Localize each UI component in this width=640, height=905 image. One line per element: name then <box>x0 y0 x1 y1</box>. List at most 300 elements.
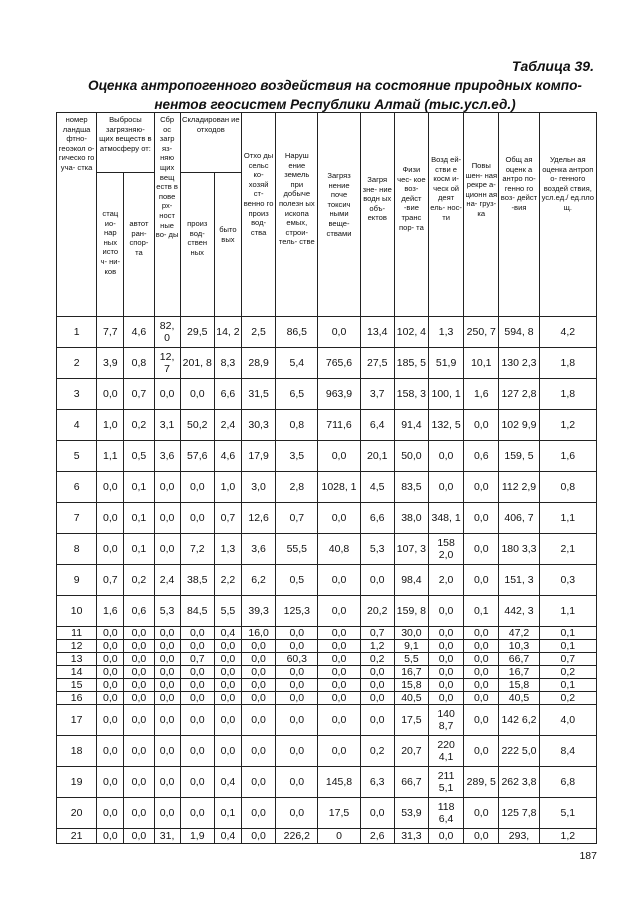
table-cell: 38,5 <box>180 565 214 596</box>
row-number-cell: 17 <box>57 705 97 736</box>
table-cell: 0,0 <box>429 627 464 640</box>
table-cell: 30,3 <box>242 410 276 441</box>
header-total-assessment: Общ ая оценк а антро по- генно го воз- дейст -вия <box>499 113 539 317</box>
table-cell: 8,3 <box>214 348 241 379</box>
table-cell: 2,8 <box>276 472 318 503</box>
row-number-cell: 7 <box>57 503 97 534</box>
table-cell: 39,3 <box>242 596 276 627</box>
table-cell: 1,1 <box>97 441 124 472</box>
table-row <box>57 534 597 565</box>
table-cell: 16,7 <box>394 666 428 679</box>
row-number-cell: 15 <box>57 679 97 692</box>
table-row <box>57 410 597 441</box>
table-row <box>57 640 597 653</box>
table-cell: 1,3 <box>429 317 464 348</box>
table-cell: 0,0 <box>154 767 180 798</box>
table-cell: 0,0 <box>97 692 124 705</box>
table-cell: 0,0 <box>97 653 124 666</box>
table-cell: 0,0 <box>180 798 214 829</box>
table-cell: 132, 5 <box>429 410 464 441</box>
header-waste-storage: Складирован ие отходов <box>180 113 241 173</box>
table-cell: 0,0 <box>97 640 124 653</box>
table-cell: 31, <box>154 829 180 844</box>
table-cell: 0,7 <box>97 565 124 596</box>
table-cell: 0,0 <box>97 379 124 410</box>
table-row <box>57 627 597 640</box>
row-number-cell: 4 <box>57 410 97 441</box>
table-cell: 0,0 <box>124 798 154 829</box>
table-cell: 0,0 <box>318 640 360 653</box>
table-cell: 13,4 <box>360 317 394 348</box>
table-cell: 127 2,8 <box>499 379 539 410</box>
table-cell: 0,0 <box>464 692 499 705</box>
table-cell: 0,0 <box>124 829 154 844</box>
table-row <box>57 503 597 534</box>
table-cell: 0,8 <box>539 472 596 503</box>
table-cell: 0,0 <box>154 627 180 640</box>
table-cell: 50,2 <box>180 410 214 441</box>
table-cell: 38,0 <box>394 503 428 534</box>
table-cell: 963,9 <box>318 379 360 410</box>
row-number-cell: 12 <box>57 640 97 653</box>
table-cell: 0,0 <box>124 767 154 798</box>
header-agri-waste: Отхо ды сельс ко- хозяй ст- венно го произ вод- ства <box>242 113 276 317</box>
table-cell: 55,5 <box>276 534 318 565</box>
table-cell: 3,5 <box>276 441 318 472</box>
table-cell: 0,0 <box>464 534 499 565</box>
table-cell: 0,0 <box>464 503 499 534</box>
row-number-cell: 16 <box>57 692 97 705</box>
table-row <box>57 565 597 596</box>
table-cell: 0,0 <box>180 666 214 679</box>
row-number-cell: 1 <box>57 317 97 348</box>
table-cell: 1028, 1 <box>318 472 360 503</box>
table-cell: 0,0 <box>464 627 499 640</box>
table-cell: 0,0 <box>97 472 124 503</box>
table-cell: 0,0 <box>276 640 318 653</box>
table-cell: 0,0 <box>180 379 214 410</box>
table-cell: 220 4,1 <box>429 736 464 767</box>
table-cell: 51,9 <box>429 348 464 379</box>
table-cell: 0,0 <box>154 503 180 534</box>
table-cell: 130 2,3 <box>499 348 539 379</box>
table-cell: 40,5 <box>499 692 539 705</box>
table-cell: 0,0 <box>276 705 318 736</box>
table-cell: 0,4 <box>214 627 241 640</box>
table-cell: 0,0 <box>214 692 241 705</box>
table-cell: 100, 1 <box>429 379 464 410</box>
table-cell: 0,2 <box>124 410 154 441</box>
table-cell: 7,7 <box>97 317 124 348</box>
table-cell: 594, 8 <box>499 317 539 348</box>
table-cell: 9,1 <box>394 640 428 653</box>
table-cell: 2,4 <box>154 565 180 596</box>
table-cell: 0,0 <box>429 692 464 705</box>
row-number-cell: 20 <box>57 798 97 829</box>
table-cell: 0,0 <box>318 653 360 666</box>
table-cell: 84,5 <box>180 596 214 627</box>
table-cell: 20,2 <box>360 596 394 627</box>
table-cell: 12, 7 <box>154 348 180 379</box>
header-vehicle-transport: автот ран- спор- та <box>124 173 154 317</box>
table-cell: 0,0 <box>276 627 318 640</box>
table-cell: 0,0 <box>464 653 499 666</box>
table-cell: 5,5 <box>214 596 241 627</box>
table-cell: 0,0 <box>429 829 464 844</box>
table-cell: 0,0 <box>318 692 360 705</box>
table-cell: 711,6 <box>318 410 360 441</box>
table-cell: 0,0 <box>124 666 154 679</box>
table-cell: 0,0 <box>154 379 180 410</box>
table-cell: 118 6,4 <box>429 798 464 829</box>
table-row <box>57 441 597 472</box>
table-cell: 250, 7 <box>464 317 499 348</box>
table-cell: 12,6 <box>242 503 276 534</box>
table-cell: 0,0 <box>318 627 360 640</box>
table-cell: 0,5 <box>124 441 154 472</box>
table-cell: 0,2 <box>539 666 596 679</box>
table-cell: 222 5,0 <box>499 736 539 767</box>
table-cell: 2,2 <box>214 565 241 596</box>
table-cell: 0,1 <box>124 534 154 565</box>
table-cell: 158, 3 <box>394 379 428 410</box>
table-cell: 0,0 <box>429 653 464 666</box>
table-cell: 0,0 <box>318 666 360 679</box>
table-row <box>57 317 597 348</box>
table-cell: 6,6 <box>214 379 241 410</box>
table-cell: 2,6 <box>360 829 394 844</box>
table-cell: 0,0 <box>180 705 214 736</box>
table-cell: 1,1 <box>539 503 596 534</box>
table-cell: 0,1 <box>124 472 154 503</box>
table-cell: 0,0 <box>214 736 241 767</box>
row-number-cell: 2 <box>57 348 97 379</box>
table-cell: 0,0 <box>180 472 214 503</box>
table-cell: 40,8 <box>318 534 360 565</box>
table-cell: 0,0 <box>464 640 499 653</box>
table-cell: 2,0 <box>429 565 464 596</box>
table-cell: 0,0 <box>154 472 180 503</box>
table-cell: 0,4 <box>214 767 241 798</box>
table-cell: 0,0 <box>464 736 499 767</box>
table-cell: 0,0 <box>464 472 499 503</box>
table-cell: 0,0 <box>180 767 214 798</box>
table-cell: 125 7,8 <box>499 798 539 829</box>
table-cell: 0,0 <box>180 692 214 705</box>
table-cell: 0,1 <box>214 798 241 829</box>
row-number-cell: 8 <box>57 534 97 565</box>
table-row <box>57 829 597 844</box>
table-cell: 0,0 <box>464 798 499 829</box>
table-cell: 1,2 <box>360 640 394 653</box>
table-cell: 10,1 <box>464 348 499 379</box>
table-cell: 0,0 <box>154 653 180 666</box>
row-number-cell: 14 <box>57 666 97 679</box>
header-land-disturbance: Наруш ение земель при добыче полезн ых ископа емых, строи- тель- стве <box>276 113 318 317</box>
table-cell: 142 6,2 <box>499 705 539 736</box>
table-cell: 0,0 <box>214 666 241 679</box>
table-cell: 102 9,9 <box>499 410 539 441</box>
table-cell: 0,0 <box>464 679 499 692</box>
table-cell: 0,2 <box>539 692 596 705</box>
table-cell: 0,0 <box>214 679 241 692</box>
table-cell: 0,0 <box>97 534 124 565</box>
table-cell: 7,2 <box>180 534 214 565</box>
table-cell: 0,0 <box>97 798 124 829</box>
table-cell: 0,0 <box>154 692 180 705</box>
table-cell: 159, 5 <box>499 441 539 472</box>
table-cell: 158 2,0 <box>429 534 464 565</box>
table-header <box>57 113 597 317</box>
table-cell: 0,0 <box>124 653 154 666</box>
table-row <box>57 379 597 410</box>
row-number-cell: 11 <box>57 627 97 640</box>
table-cell: 0,0 <box>154 705 180 736</box>
table-cell: 0,0 <box>242 829 276 844</box>
table-cell: 2,4 <box>214 410 241 441</box>
table-cell: 0,0 <box>276 767 318 798</box>
table-cell: 2,1 <box>539 534 596 565</box>
table-row <box>57 736 597 767</box>
table-cell: 0,1 <box>124 503 154 534</box>
table-cell: 3,7 <box>360 379 394 410</box>
header-specific-assessment: Удельн ая оценка антроп о- генного воздей ствия, усл.ед./ ед.пло щ. <box>539 113 596 317</box>
header-emissions: Выбросы загрязняю- щих веществ в атмосферу от: <box>97 113 154 173</box>
table-cell: 1,1 <box>539 596 596 627</box>
table-cell: 0,0 <box>214 653 241 666</box>
table-cell: 0,0 <box>97 736 124 767</box>
table-cell: 57,6 <box>180 441 214 472</box>
table-cell: 60,3 <box>276 653 318 666</box>
page-number: 187 <box>579 850 597 862</box>
table-cell: 159, 8 <box>394 596 428 627</box>
table-caption: Таблица 39. <box>511 58 594 74</box>
row-number-cell: 21 <box>57 829 97 844</box>
table-cell: 0,1 <box>539 679 596 692</box>
table-cell: 765,6 <box>318 348 360 379</box>
table-cell: 6,6 <box>360 503 394 534</box>
table-cell: 348, 1 <box>429 503 464 534</box>
table-cell: 0,0 <box>242 798 276 829</box>
header-site-number: номер ландша фтно- геоэкол о- гическо го уча- стка <box>57 113 97 317</box>
table-cell: 0,0 <box>97 679 124 692</box>
table-cell: 112 2,9 <box>499 472 539 503</box>
table-title: Оценка антропогенного воздействия на состояние природных компо- нентов геосистем Республики Алтай (тыс.усл.ед.) <box>88 78 582 112</box>
table-cell: 20,1 <box>360 441 394 472</box>
table-cell: 0,0 <box>124 705 154 736</box>
table-body <box>57 317 597 844</box>
table-cell: 4,0 <box>539 705 596 736</box>
table-cell: 0,0 <box>97 767 124 798</box>
table-cell: 0,0 <box>154 679 180 692</box>
table-cell: 289, 5 <box>464 767 499 798</box>
table-cell: 0,4 <box>214 829 241 844</box>
table-cell: 5,1 <box>539 798 596 829</box>
table-cell: 66,7 <box>499 653 539 666</box>
table-cell: 0,0 <box>464 666 499 679</box>
table-cell: 31,5 <box>242 379 276 410</box>
table-cell: 201, 8 <box>180 348 214 379</box>
table-row <box>57 596 597 627</box>
table-cell: 98,4 <box>394 565 428 596</box>
table-cell: 0,0 <box>97 705 124 736</box>
table-cell: 1,6 <box>97 596 124 627</box>
table-cell: 0 <box>318 829 360 844</box>
table-cell: 0,1 <box>539 627 596 640</box>
table-cell: 66,7 <box>394 767 428 798</box>
table-cell: 1,0 <box>97 410 124 441</box>
row-number-cell: 19 <box>57 767 97 798</box>
table-row <box>57 666 597 679</box>
table-cell: 0,0 <box>429 640 464 653</box>
table-cell: 1,3 <box>214 534 241 565</box>
table-row <box>57 692 597 705</box>
row-number-cell: 9 <box>57 565 97 596</box>
table-cell: 0,0 <box>242 653 276 666</box>
table-cell: 0,0 <box>180 627 214 640</box>
table-cell: 0,0 <box>318 736 360 767</box>
table-cell: 0,6 <box>464 441 499 472</box>
table-cell: 293, <box>499 829 539 844</box>
table-cell: 0,0 <box>124 640 154 653</box>
row-number-cell: 18 <box>57 736 97 767</box>
table-cell: 50,0 <box>394 441 428 472</box>
table-cell: 28,9 <box>242 348 276 379</box>
table-cell: 40,5 <box>394 692 428 705</box>
table-cell: 0,7 <box>180 653 214 666</box>
table-cell: 17,9 <box>242 441 276 472</box>
table-cell: 0,0 <box>276 736 318 767</box>
table-cell: 0,0 <box>97 503 124 534</box>
table-cell: 145,8 <box>318 767 360 798</box>
table-cell: 0,7 <box>539 653 596 666</box>
table-cell: 180 3,3 <box>499 534 539 565</box>
table-cell: 3,0 <box>242 472 276 503</box>
table-cell: 0,0 <box>276 666 318 679</box>
table-cell: 0,5 <box>276 565 318 596</box>
table-cell: 31,3 <box>394 829 428 844</box>
table-cell: 0,0 <box>180 640 214 653</box>
table-cell: 0,0 <box>318 317 360 348</box>
table-cell: 0,0 <box>242 692 276 705</box>
header-stationary-sources: стац ио- нар ных исто ч- ни- ков <box>97 173 124 317</box>
table-cell: 226,2 <box>276 829 318 844</box>
table-cell: 14, 2 <box>214 317 241 348</box>
table-cell: 3,1 <box>154 410 180 441</box>
table-cell: 3,6 <box>242 534 276 565</box>
table-cell: 0,7 <box>276 503 318 534</box>
table-cell: 442, 3 <box>499 596 539 627</box>
table-cell: 0,1 <box>539 640 596 653</box>
table-cell: 0,0 <box>360 666 394 679</box>
table-cell: 86,5 <box>276 317 318 348</box>
table-cell: 6,8 <box>539 767 596 798</box>
table-cell: 1,6 <box>464 379 499 410</box>
table-cell: 15,8 <box>394 679 428 692</box>
table-cell: 0,2 <box>360 736 394 767</box>
table-cell: 1,8 <box>539 348 596 379</box>
table-cell: 125,3 <box>276 596 318 627</box>
table-cell: 0,0 <box>214 640 241 653</box>
table-cell: 6,5 <box>276 379 318 410</box>
table-cell: 29,5 <box>180 317 214 348</box>
table-row <box>57 767 597 798</box>
table-cell: 0,0 <box>154 534 180 565</box>
table-cell: 0,0 <box>464 565 499 596</box>
table-cell: 6,4 <box>360 410 394 441</box>
table-cell: 16,7 <box>499 666 539 679</box>
table-cell: 1,2 <box>539 829 596 844</box>
table-cell: 0,0 <box>360 692 394 705</box>
table-cell: 8,4 <box>539 736 596 767</box>
table-cell: 151, 3 <box>499 565 539 596</box>
table-cell: 0,0 <box>180 679 214 692</box>
table-cell: 0,6 <box>124 596 154 627</box>
table-row <box>57 348 597 379</box>
header-household-waste: быто вых <box>214 173 241 317</box>
table-cell: 0,0 <box>318 596 360 627</box>
table-cell: 6,2 <box>242 565 276 596</box>
table-cell: 0,0 <box>360 679 394 692</box>
row-number-cell: 13 <box>57 653 97 666</box>
table-cell: 47,2 <box>499 627 539 640</box>
table-cell: 0,2 <box>360 653 394 666</box>
table-cell: 0,0 <box>242 767 276 798</box>
table-cell: 5,3 <box>360 534 394 565</box>
table-cell: 211 5,1 <box>429 767 464 798</box>
table-cell: 0,7 <box>360 627 394 640</box>
header-water-pollution: Загря зне- ние водн ых объ- ектов <box>360 113 394 317</box>
table-cell: 0,0 <box>464 829 499 844</box>
table-row <box>57 705 597 736</box>
table-row <box>57 798 597 829</box>
table-cell: 0,0 <box>429 679 464 692</box>
table-cell: 0,0 <box>242 666 276 679</box>
table-cell: 0,0 <box>124 736 154 767</box>
table-cell: 0,2 <box>124 565 154 596</box>
table-cell: 0,0 <box>124 692 154 705</box>
assessment-table <box>56 112 597 844</box>
table-cell: 53,9 <box>394 798 428 829</box>
table-cell: 0,0 <box>242 640 276 653</box>
table-cell: 0,0 <box>180 503 214 534</box>
header-industrial-waste: произ вод- ствен ных <box>180 173 214 317</box>
table-cell: 4,6 <box>124 317 154 348</box>
table-cell: 0,0 <box>429 472 464 503</box>
row-number-cell: 3 <box>57 379 97 410</box>
table-cell: 0,0 <box>276 798 318 829</box>
table-cell: 4,2 <box>539 317 596 348</box>
table-cell: 17,5 <box>318 798 360 829</box>
table-cell: 0,0 <box>429 441 464 472</box>
table-row <box>57 679 597 692</box>
table-cell: 102, 4 <box>394 317 428 348</box>
table-cell: 3,9 <box>97 348 124 379</box>
table-cell: 0,0 <box>360 798 394 829</box>
table-cell: 0,0 <box>242 679 276 692</box>
table-cell: 5,4 <box>276 348 318 379</box>
header-recreation-load: Повы шен- ная рекре а- ционн ая на- груз- ка <box>464 113 499 317</box>
table-cell: 1,9 <box>180 829 214 844</box>
table-cell: 0,0 <box>180 736 214 767</box>
table-cell: 0,0 <box>276 679 318 692</box>
table-cell: 140 8,7 <box>429 705 464 736</box>
table-cell: 0,0 <box>214 705 241 736</box>
table-cell: 0,0 <box>429 596 464 627</box>
table-cell: 0,8 <box>124 348 154 379</box>
table-cell: 27,5 <box>360 348 394 379</box>
table-cell: 83,5 <box>394 472 428 503</box>
